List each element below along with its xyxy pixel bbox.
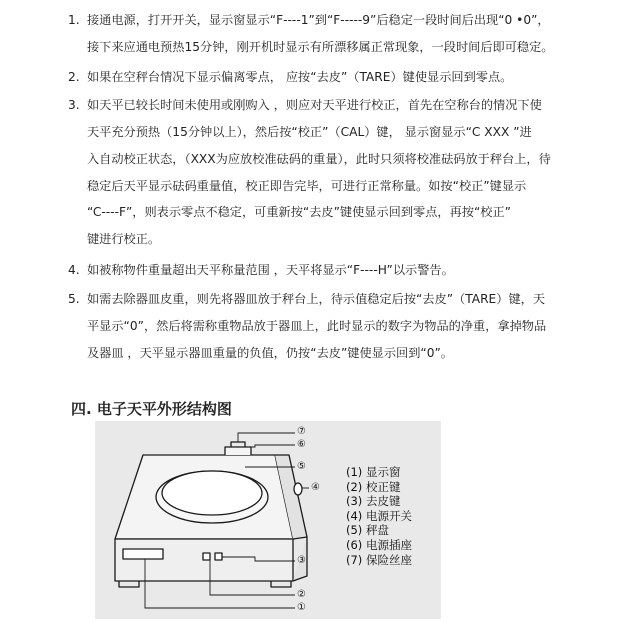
item-number: 2. bbox=[68, 70, 80, 84]
item-number: 3. bbox=[68, 98, 80, 112]
diagram-legend bbox=[346, 465, 412, 567]
item-line: 如果在空秤台情况下显示偏离零点， 应按“去皮”（TARE）键使显示回到零点。 bbox=[87, 70, 513, 84]
leader-7 bbox=[238, 433, 295, 442]
callout-7: ⑦ bbox=[297, 426, 306, 437]
weighing-pan bbox=[162, 471, 262, 515]
item-line: 如需去除器皿皮重，则先将器皿放于秤台上，待示值稳定后按“去皮”（TARE）键，天 bbox=[87, 292, 546, 306]
callout-3: ③ bbox=[297, 555, 306, 566]
item-line: 如被称物件重量超出天平称量范围 ，天平将显示“F----H”以示警告。 bbox=[87, 263, 454, 277]
item-line: 稳定后天平显示砝码重量值，校正即告完毕，可进行正常称量。如按“校正”键显示 bbox=[87, 179, 527, 193]
item-line: “C----F”，则表示零点不稳定，可重新按“去皮”键使显示回到零点，再按“校正” bbox=[87, 205, 511, 219]
tare-key bbox=[215, 553, 222, 560]
legend-item: (6) 电源插座 bbox=[346, 537, 412, 552]
item-line: 天平充分预热（15分钟以上），然后按“校正”（CAL）键， 显示窗显示“C XXX ”进 bbox=[87, 125, 532, 139]
cal-key bbox=[203, 553, 210, 560]
item-line: 接通电源，打开开关，显示窗显示“F----1”到“F-----9”后稳定一段时间后出现“0 •0”， bbox=[87, 13, 550, 27]
item-line: 如天平已较长时间未使用或刚购入 ，则应对天平进行校正，首先在空称台的情况下使 bbox=[87, 98, 542, 112]
display-window bbox=[123, 549, 163, 559]
callout-5: ⑤ bbox=[297, 461, 306, 472]
power-switch bbox=[294, 483, 302, 495]
item-line: 接下来应通电预热15分钟，刚开机时显示有所漂移属正常现象，一段时间后即可稳定。 bbox=[87, 40, 554, 54]
legend-item: (7) 保险丝座 bbox=[346, 552, 412, 567]
balance-diagram bbox=[95, 421, 441, 619]
legend-item: (5) 秤盘 bbox=[346, 523, 389, 538]
socket-block bbox=[225, 447, 251, 455]
item-number: 1. bbox=[68, 13, 80, 27]
item-line: 键进行校正。 bbox=[87, 232, 161, 246]
section-heading: 四. 电子天平外形结构图 bbox=[71, 400, 232, 418]
item-number: 5. bbox=[68, 292, 80, 306]
callout-6: ⑥ bbox=[297, 439, 306, 450]
legend-item: (2) 校正键 bbox=[346, 479, 401, 494]
leader-6 bbox=[247, 445, 295, 447]
legend-item: (3) 去皮键 bbox=[346, 494, 401, 509]
callout-2: ② bbox=[297, 589, 306, 600]
item-line: 平显示“0”，然后将需称重物品放于器皿上，此时显示的数字为物品的净重，拿掉物品 bbox=[87, 319, 547, 333]
item-number: 4. bbox=[68, 263, 80, 277]
callout-1: ① bbox=[297, 602, 306, 613]
item-line: 及器皿 ，天平显示器皿重量的负值，仍按“去皮”键使显示回到“0”。 bbox=[87, 346, 453, 360]
callout-4: ④ bbox=[311, 482, 320, 493]
legend-item: (1) 显示窗 bbox=[346, 465, 401, 479]
item-line: 入自动校正状态，（XXX为应放校准砝码的重量），此时只须将校准砝码放于秤台上，待 bbox=[87, 152, 551, 166]
legend-item: (4) 电源开关 bbox=[346, 508, 412, 523]
